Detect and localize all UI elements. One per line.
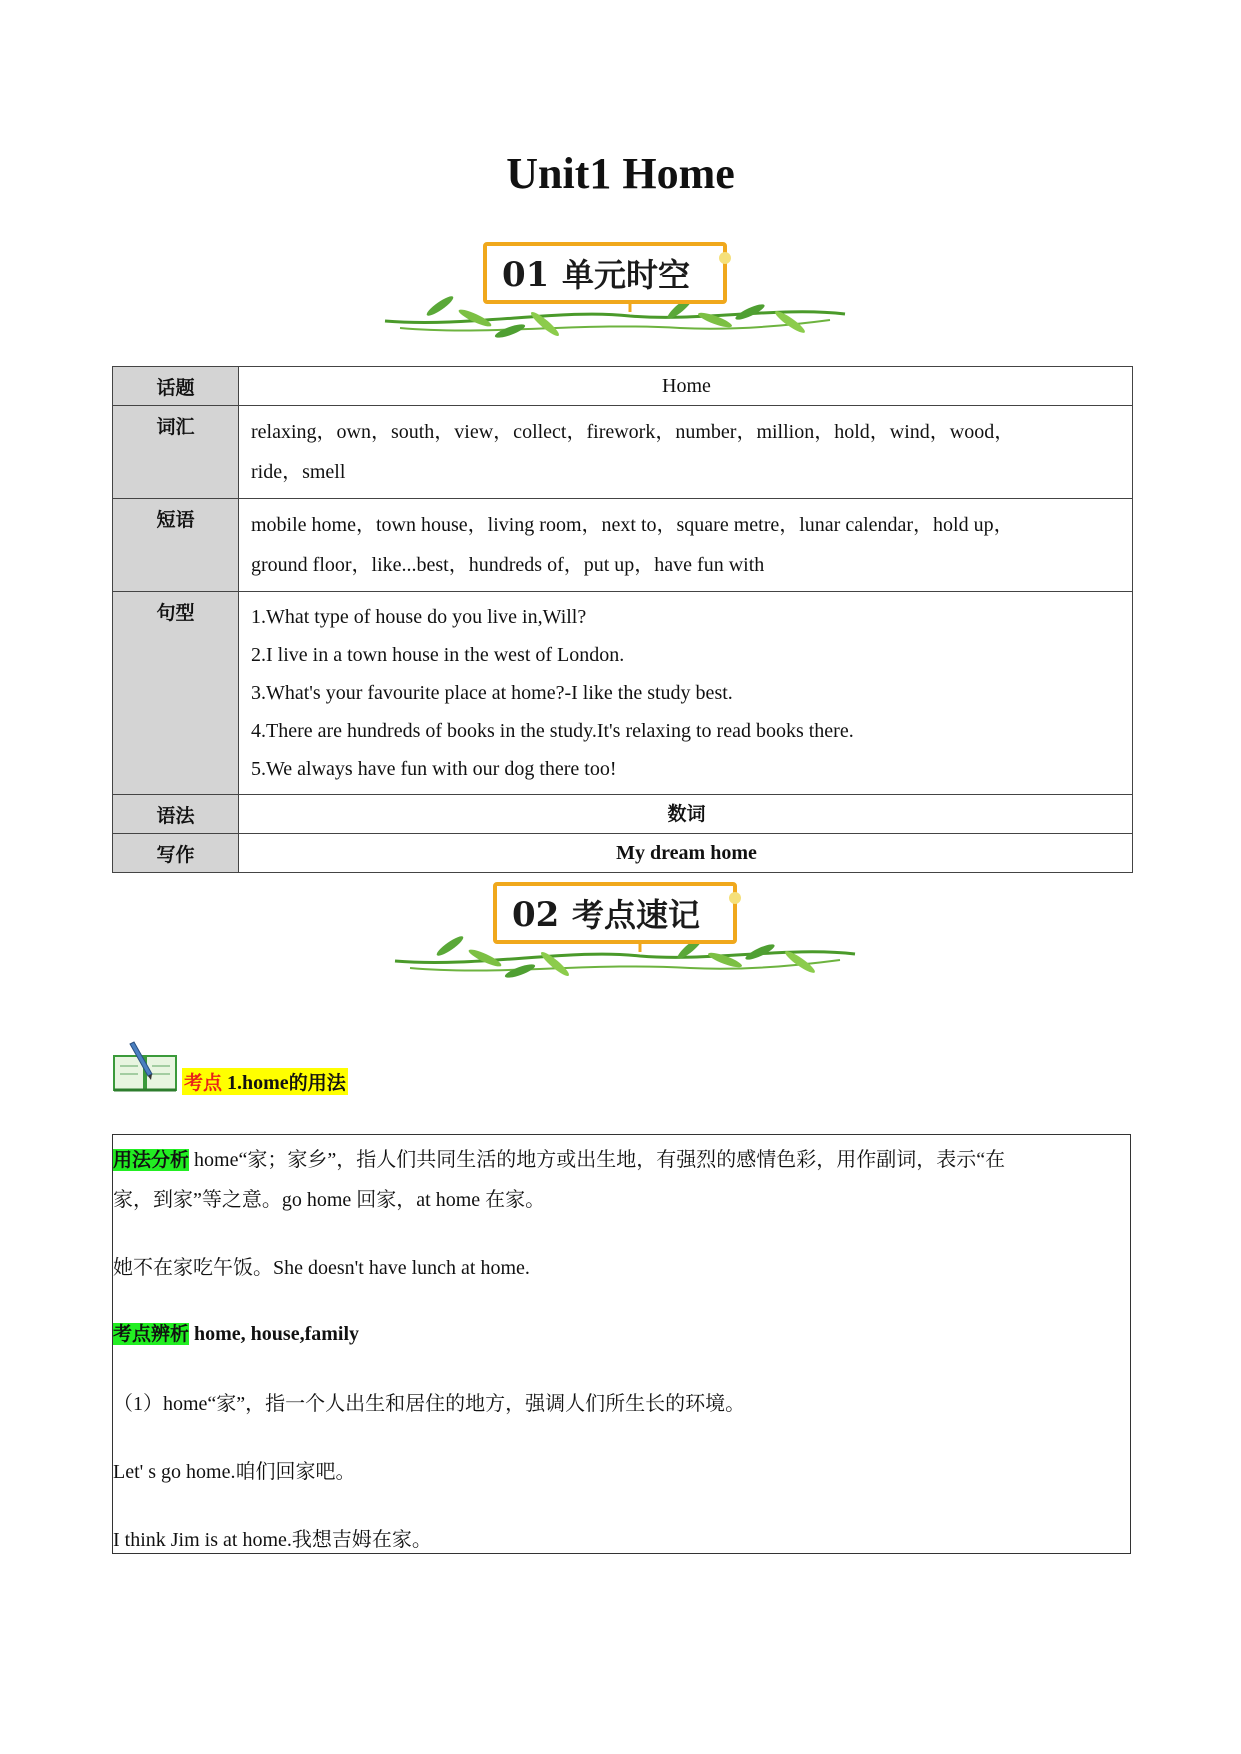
compare-tag: 考点辨析 — [113, 1323, 190, 1345]
phrase-line: mobile home，town house，living room，next to，square metre，lunar calendar，hold up， — [251, 514, 1014, 536]
phrase-value — [239, 499, 1133, 592]
row-label-sentence: 句型 — [113, 592, 239, 795]
writing-value: My dream home — [239, 834, 1133, 873]
row-label-topic: 话题 — [113, 367, 239, 406]
exam-point-tag: 考点 — [184, 1072, 223, 1094]
example-sentence: I think Jim is at home.我想吉姆在家。 — [113, 1529, 432, 1551]
book-pencil-icon — [112, 1038, 184, 1094]
row-label-writing: 写作 — [113, 834, 239, 873]
sentence-item: 3.What's your favourite place at home?-I like the study best. — [251, 682, 733, 704]
sentence-item: 5.We always have fun with our dog there too! — [251, 758, 617, 780]
exam-point-heading — [112, 1038, 346, 1094]
flower-icon — [729, 892, 741, 904]
table-row — [113, 367, 1133, 406]
usage-line — [113, 1143, 1005, 1172]
exam-point-suffix: 的用法 — [288, 1072, 346, 1094]
table-row — [113, 795, 1133, 834]
usage-notes-box — [112, 1134, 1131, 1554]
banner-number: 02 — [512, 895, 560, 935]
sentence-item: 4.There are hundreds of books in the study.It's relaxing to read books there. — [251, 720, 854, 742]
usage-text: home“家；家乡”，指人们共同生活的地方或出生地，有强烈的感情色彩，用作副词，表示“在 — [189, 1149, 1006, 1171]
example-sentence: 她不在家吃午饭。She doesn't have lunch at home. — [113, 1257, 530, 1279]
row-label-phrase: 短语 — [113, 499, 239, 592]
table-row — [113, 499, 1133, 592]
unit-summary-table — [112, 366, 1133, 873]
usage-analysis-tag: 用法分析 — [113, 1149, 190, 1171]
compare-item: （1）home“家”，指一个人出生和居住的地方，强调人们所生长的环境。 — [113, 1393, 746, 1415]
phrase-line: ground floor，like...best，hundreds of，put up，have fun with — [251, 554, 765, 576]
example-sentence: Let' s go home.咱们回家吧。 — [113, 1461, 356, 1483]
vocab-value — [239, 406, 1133, 499]
vocab-line: relaxing，own，south，view，collect，firework，number，million，hold，wind，wood， — [251, 421, 1015, 443]
banner-number: 01 — [502, 255, 550, 295]
usage-line-2: 家，到家”等之意。go home 回家，at home 在家。 — [113, 1189, 546, 1211]
section-banner-02 — [390, 876, 860, 986]
exam-point-label — [182, 1068, 348, 1095]
table-row — [113, 834, 1133, 873]
page-title: Unit1 Home — [506, 149, 735, 198]
section-banner-01 — [380, 236, 850, 346]
banner-text: 单元时空 — [562, 256, 691, 294]
sentence-item: 1.What type of house do you live in,Will? — [251, 606, 587, 628]
flower-icon — [719, 252, 731, 264]
row-label-grammar: 语法 — [113, 795, 239, 834]
grammar-value: 数词 — [239, 795, 1133, 834]
vocab-line: ride，smell — [251, 461, 346, 483]
compare-line — [113, 1319, 359, 1346]
sentence-value — [239, 592, 1133, 795]
banner-text: 考点速记 — [572, 896, 701, 934]
exam-point-number: 1.home — [227, 1072, 289, 1094]
topic-value: Home — [239, 367, 1133, 406]
sentence-item: 2.I live in a town house in the west of London. — [251, 644, 625, 666]
table-row — [113, 406, 1133, 499]
row-label-vocab: 词汇 — [113, 406, 239, 499]
table-row — [113, 592, 1133, 795]
compare-title: home, house,family — [194, 1323, 360, 1345]
